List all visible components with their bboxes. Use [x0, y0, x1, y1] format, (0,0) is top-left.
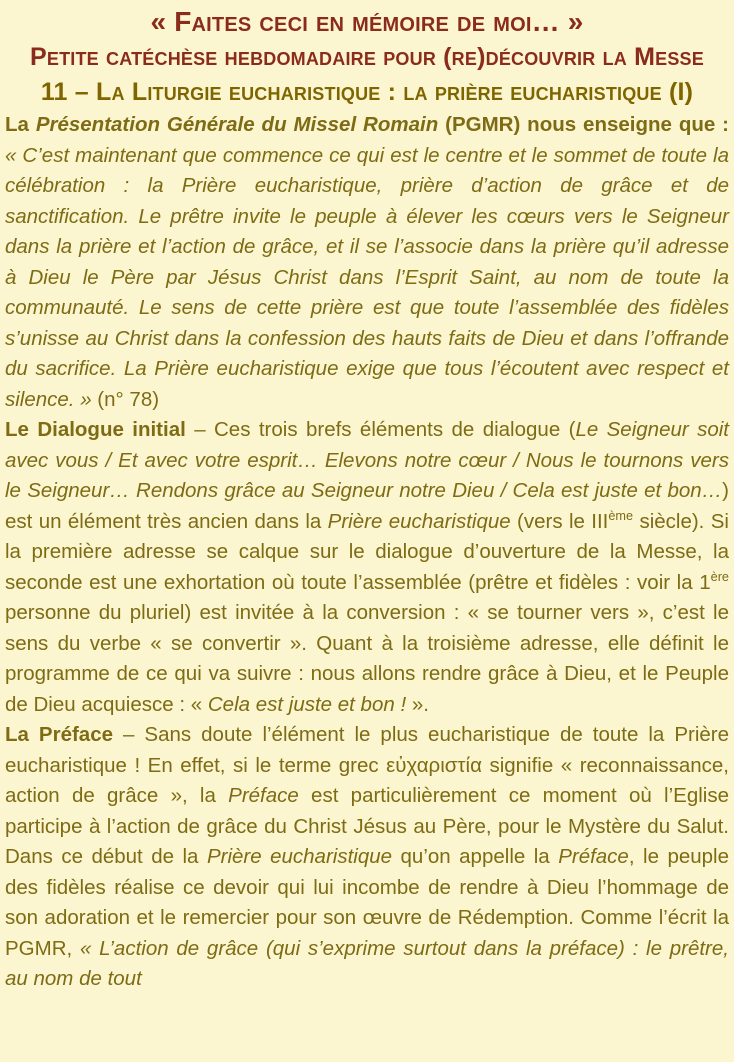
- text-segment: ».: [406, 692, 429, 716]
- text-segment: ème: [608, 507, 634, 523]
- page-title: « Faites ceci en mémoire de moi… »: [150, 6, 584, 37]
- text-segment: ) est un élément très ancien dans la: [5, 479, 729, 533]
- text-segment: – Sans doute l’élément le plus eucharistique de toute la Prière eucharistique ! En effet, si le terme grec εὐχαριστία signifie « reconnaissance, action de grâce », la: [5, 723, 730, 807]
- paragraph-preface: [5, 720, 729, 995]
- text-segment: Le Dialogue initial: [5, 418, 186, 441]
- text-segment: Le Seigneur soit avec vous / Et avec votre esprit… Elevons notre cœur / Nous le tournons vers le Seigneur… Rendons grâce au Seigneur notre Dieu / Cela est juste et bon…: [5, 418, 729, 502]
- text-segment: La: [5, 113, 36, 136]
- text-segment: Prière eucharistique: [206, 845, 393, 868]
- text-segment: – Ces trois brefs éléments de dialogue (: [185, 418, 576, 441]
- text-segment: Préface: [228, 784, 299, 807]
- text-segment: qu’on appelle la: [392, 845, 559, 868]
- text-segment: siècle). Si la première adresse se calque sur le dialogue d’ouverture de la Messe, la seconde est une exhortation où toute l’assemblée (prêtre et fidèles : voir la 1: [5, 509, 729, 594]
- text-segment: ère: [710, 568, 729, 584]
- chapter-title: 11 – La Liturgie eucharistique : la prière eucharistique (I): [40, 78, 694, 106]
- text-segment: est particulièrement ce moment où l’Eglise participe à l’action de grâce du Christ Jésus au Père, pour le Mystère du Salut. Dans ce début de la: [5, 784, 729, 868]
- text-segment: , le peuple des fidèles réalise ce devoir qui lui incombe de rendre à Dieu l’hommage de son adoration et le remercier pour son œuvre de Rédemption. Comme l’écrit la PGMR,: [5, 845, 730, 960]
- text-segment: Présentation Générale du Missel Romain: [35, 113, 439, 136]
- text-segment: La Préface: [5, 723, 114, 746]
- paragraph-dialogue-initial: [5, 415, 729, 720]
- text-segment: Cela est juste et bon !: [207, 692, 407, 716]
- text-segment: Préface: [558, 845, 629, 868]
- text-segment: « L’action de grâce (qui s’exprime surtout dans la préface) : le prêtre, au nom de tout: [5, 936, 729, 990]
- text-segment: « C’est maintenant que commence ce qui est le centre et le sommet de toute la célébration : la Prière eucharistique, prière d’action de grâce et de sanctification. Le prêtre invite le peuple à élever les cœurs vers le Seigneur dans la prière et l’action de grâce, et il se l’associe dans la prière qu’il adresse à Dieu le Père par Jésus Christ dans l’Esprit Saint, au nom de toute la communauté. Le sens de cette prière est que toute l’assemblée des fidèles s’unisse au Christ dans la confession des hauts faits de Dieu et dans l’offrande du sacrifice. La Prière eucharistique exige que tous l’écoutent avec respect et silence. »: [5, 143, 729, 411]
- text-segment: Prière eucharistique: [327, 509, 511, 533]
- text-segment: (PGMR) nous enseigne que :: [438, 113, 729, 136]
- text-segment: (n° 78): [91, 387, 160, 411]
- page-subtitle: Petite catéchèse hebdomadaire pour (re)découvrir la Messe: [30, 43, 704, 71]
- paragraph-pgmr-quote: [5, 110, 729, 415]
- text-segment: (vers le III: [510, 509, 609, 533]
- text-segment: personne du pluriel) est invitée à la conversion : « se tourner vers », c’est le sens du verbe « se convertir ». Quant à la troisième adresse, elle définit le programme de ce qui va suivre : nous allons rendre grâce à Dieu, et le Peuple de Dieu acquiesce : «: [5, 601, 729, 716]
